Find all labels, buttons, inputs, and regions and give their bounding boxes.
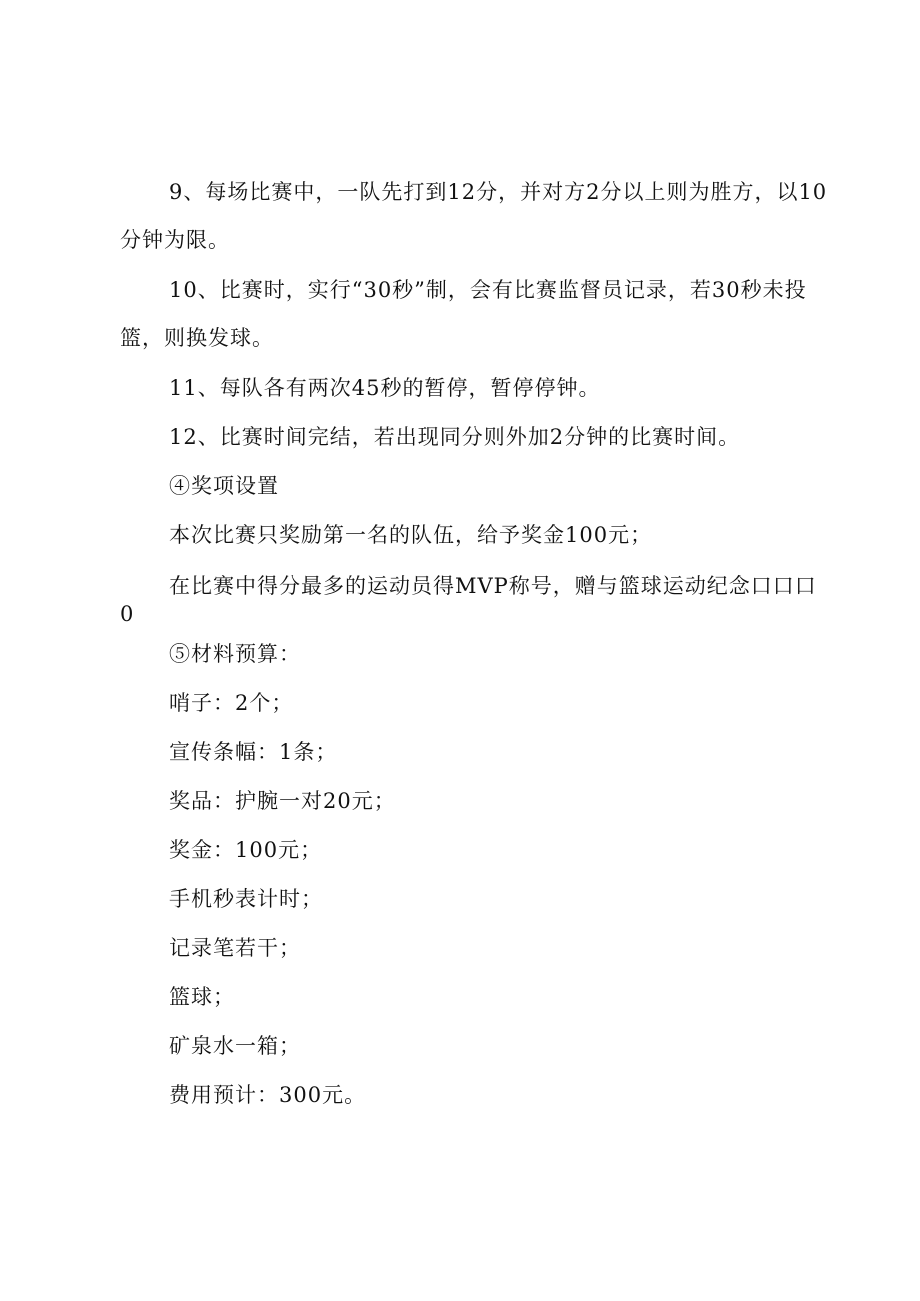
budget-item-water: 矿泉水一箱； xyxy=(169,1034,301,1058)
budget-item-prize: 奖品：护腕一对20元； xyxy=(169,789,396,813)
budget-item-pens: 记录笔若干； xyxy=(169,936,301,960)
rule-10-paragraph: 10、比赛时，实行“30秒”制，会有比赛监督员记录，若30秒未投篮，则换发球。 xyxy=(120,278,807,350)
budget-item-basketball: 篮球； xyxy=(169,985,235,1009)
budget-heading: ⑤材料预算： xyxy=(169,642,301,666)
rule-11-paragraph: 11、每队各有两次45秒的暂停，暂停停钟。 xyxy=(169,376,601,400)
budget-item-stopwatch: 手机秒表计时； xyxy=(169,887,323,911)
awards-mvp: 在比赛中得分最多的运动员得MVP称号，赠与篮球运动纪念口口口0 xyxy=(120,574,817,626)
budget-item-banner: 宣传条幅：1条； xyxy=(169,740,338,764)
rule-12-paragraph: 12、比赛时间完结，若出现同分则外加2分钟的比赛时间。 xyxy=(169,425,741,449)
budget-item-bonus: 奖金：100元； xyxy=(169,838,323,862)
awards-heading: ④奖项设置 xyxy=(169,474,279,498)
awards-first-prize: 本次比赛只奖励第一名的队伍，给予奖金100元； xyxy=(169,523,653,547)
budget-item-whistle: 哨子：2个； xyxy=(169,691,294,715)
budget-total: 费用预计：300元。 xyxy=(169,1083,367,1107)
rule-9-paragraph: 9、每场比赛中，一队先打到12分，并对方2分以上则为胜方，以10分钟为限。 xyxy=(120,180,828,252)
